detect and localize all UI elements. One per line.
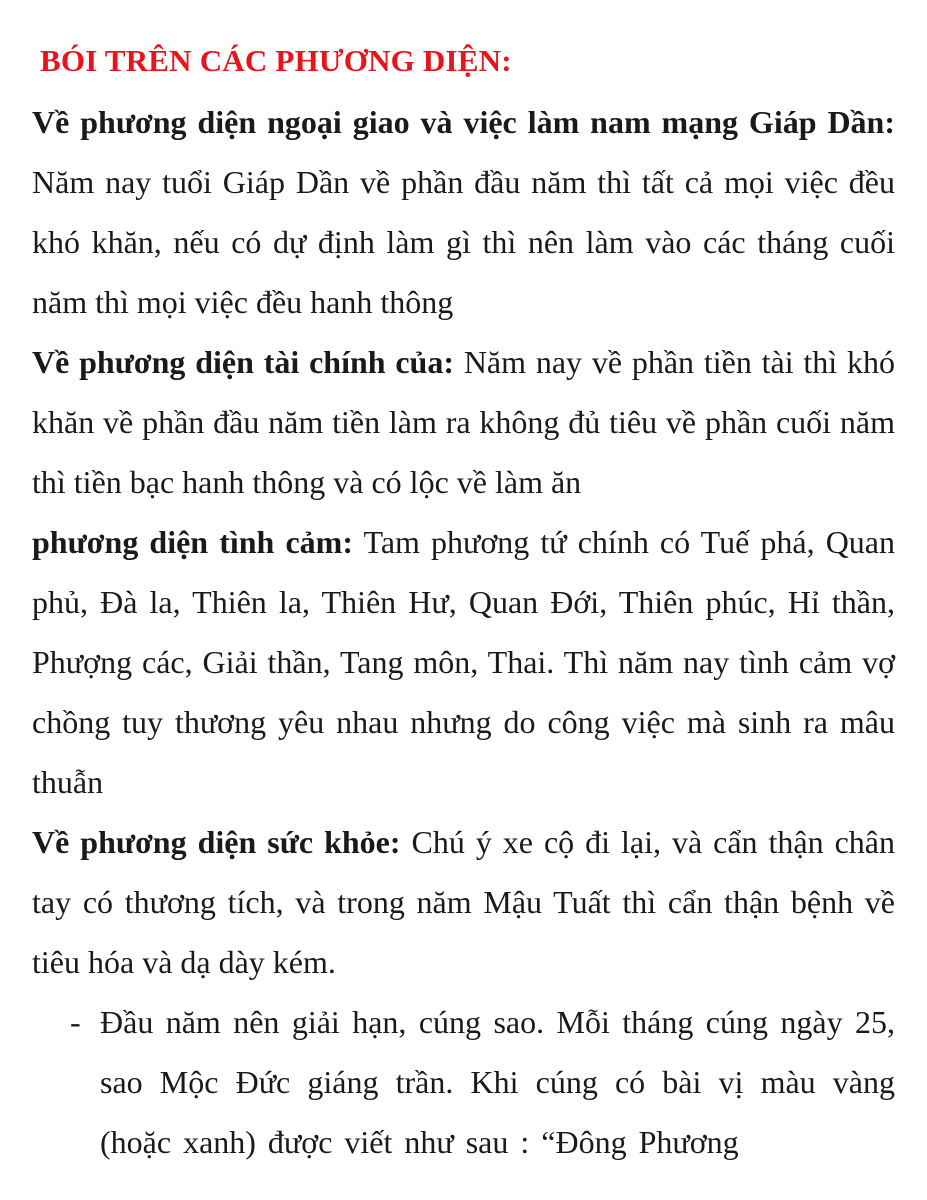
section-foreign-affairs-text: Năm nay tuổi Giáp Dần về phần đầu năm thì tất cả mọi việc đều khó khăn, nếu có dự định làm gì thì nên làm vào các tháng cuối năm thì mọi việc đều hanh thông xyxy=(32,164,895,320)
section-emotion-label: phương diện tình cảm: xyxy=(32,524,353,560)
section-health xyxy=(32,812,895,992)
section-foreign-affairs-label: Về phương diện ngoại giao và việc làm nam mạng Giáp Dần: xyxy=(32,104,895,140)
section-finance-label: Về phương diện tài chính của: xyxy=(32,344,455,380)
section-emotion xyxy=(32,512,895,812)
section-health-text: Chú ý xe cộ đi lại, và cẩn thận chân tay có thương tích, và trong năm Mậu Tuất thì cẩn thận bệnh về tiêu hóa và dạ dày kém. xyxy=(32,824,896,980)
section-finance-text: Năm nay về phần tiền tài thì khó khăn về phần đầu năm tiền làm ra không đủ tiêu về phần cuối năm thì tiền bạc hanh thông và có lộc về làm ăn xyxy=(32,344,896,500)
section-emotion-text: Tam phương tứ chính có Tuế phá, Quan phủ, Đà la, Thiên la, Thiên Hư, Quan Đới, Thiên phúc, Hỉ thần, Phượng các, Giải thần, Tang môn, Thai. Thì năm nay tình cảm vợ chồng tuy thương yêu nhau nhưng do công việc mà sinh ra mâu thuẫn xyxy=(32,524,896,800)
bullet-list-item xyxy=(32,992,895,1172)
section-health-label: Về phương diện sức khỏe: xyxy=(32,824,401,860)
section-foreign-affairs xyxy=(32,92,895,332)
page-heading: BÓI TRÊN CÁC PHƯƠNG DIỆN: xyxy=(40,43,512,78)
section-finance xyxy=(32,332,895,512)
bullet-text: Đầu năm nên giải hạn, cúng sao. Mỗi tháng cúng ngày 25, sao Mộc Đức giáng trần. Khi cúng có bài vị màu vàng (hoặc xanh) được viết như sau : “Đông Phương xyxy=(100,1004,895,1160)
bullet-dash: - xyxy=(70,1004,81,1040)
